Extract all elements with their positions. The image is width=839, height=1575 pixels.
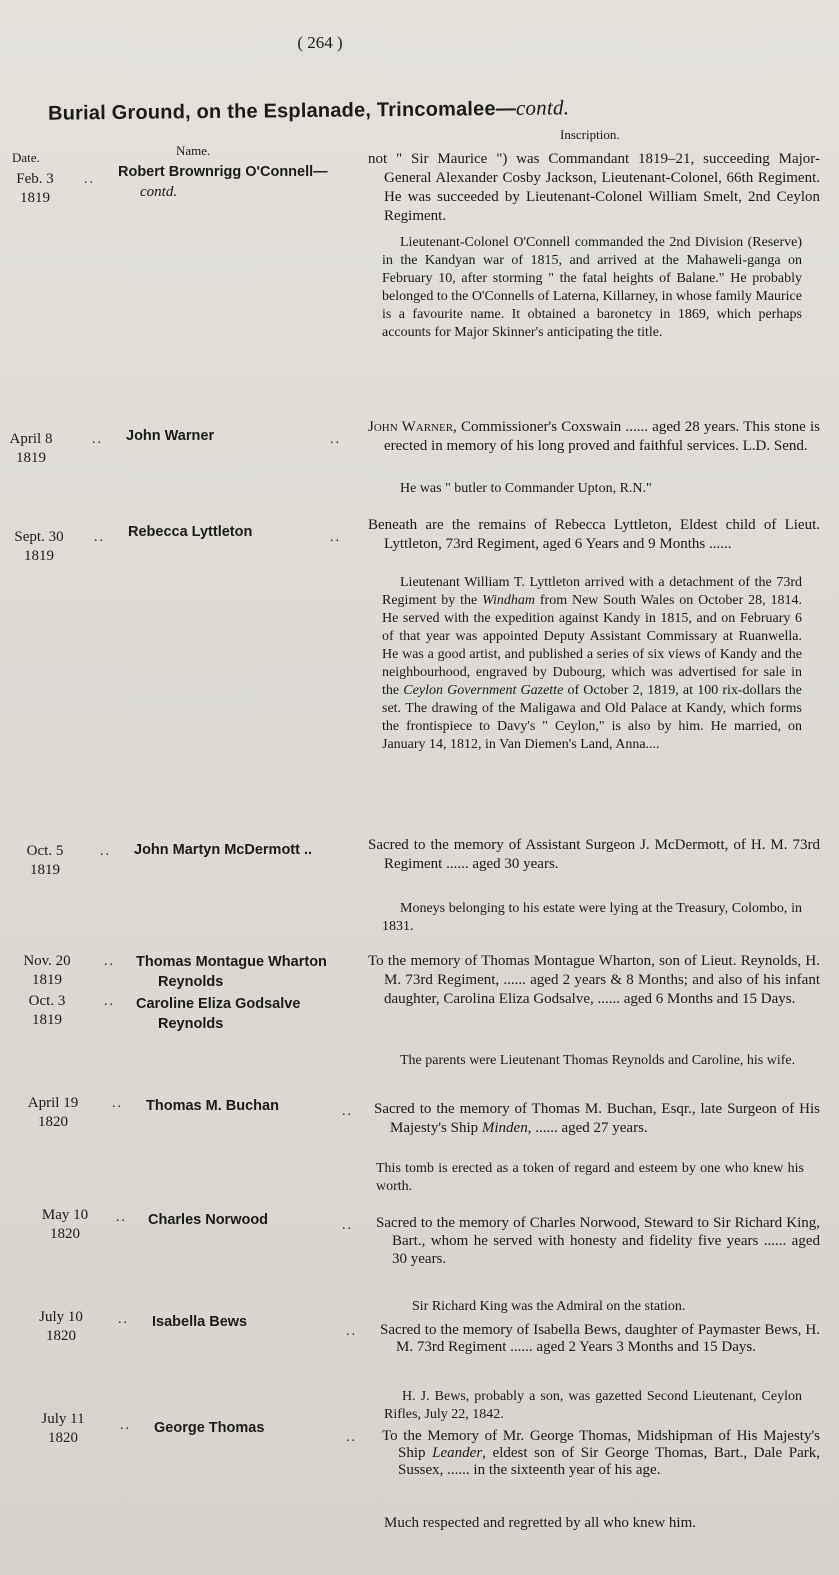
entry-date: April 8 1819 — [9, 431, 53, 466]
entry-note: Lieutenant-Colonel O'Connell commanded the 2nd Division (Reserve) in the Kandyan war of 1815, and arrived at the Mahaweli-ganga on February 10, after storming " the fatal heights of Balane." He probably belonged to the O'Connells of Laterna, Killarney, in whose family Maurice is a favourite name. It obtained a baronetcy in 1869, which perhaps accounts for Major Skinner's anticipating the title. — [382, 235, 802, 340]
ship-name: Windham — [482, 593, 536, 608]
column-head-name: Name. — [176, 143, 211, 158]
heading-contd: contd. — [515, 95, 570, 120]
entry-name: Thomas M. Buchan — [146, 1098, 279, 1114]
entry-date: July 10 1820 — [39, 1309, 83, 1344]
leader-dots: .. — [120, 1418, 131, 1433]
page-heading — [48, 95, 569, 125]
entry-note: This tomb is erected as a token of regard and esteem by one who knew his worth. — [376, 1161, 804, 1194]
leader-dots: .. — [342, 1218, 353, 1233]
leader-dots: .. — [118, 1312, 129, 1327]
entry-name: Charles Norwood — [148, 1212, 269, 1228]
entry-date: July 11 1820 — [41, 1411, 85, 1446]
entry-inscription: Sacred to the memory of Charles Norwood, Steward to Sir Richard King, Bart., whom he served with honesty and fidelity five years ...... aged 30 years. — [376, 1215, 820, 1267]
entry-inscription: Sacred to the memory of Isabella Bews, daughter of Paymaster Bews, H. M. 73rd Regiment ...... aged 2 Years 3 Months and 15 Days. — [380, 1322, 820, 1355]
entry-note: Moneys belonging to his estate were lying at the Treasury, Colombo, in 1831. — [382, 901, 802, 934]
leader-dots: .. — [100, 844, 111, 859]
entry-name: Isabella Bews — [152, 1314, 248, 1330]
entry-inscription: John Warner, Commissioner's Coxswain ...... aged 28 years. This stone is erected in memory of his long proved and faithful services. L.D. Send. — [368, 419, 820, 454]
leader-dots: .. — [330, 530, 341, 545]
entry-date: Oct. 5 1819 — [26, 843, 64, 878]
entry-date: May 10 1820 — [41, 1207, 89, 1242]
entry-inscription: not " Sir Maurice ") was Commandant 1819–21, succeeding Major-General Alexander Cosby Jackson, Lieutenant-Colonel, 66th Regiment. He was succeeded by Lieutenant-Colonel William Smelt, 2nd Ceylon Regiment. — [368, 151, 820, 224]
entry-name: John Warner — [126, 428, 215, 444]
leader-dots: .. — [112, 1096, 123, 1111]
entry-name-b: Caroline Eliza Godsalve Reynolds — [136, 996, 301, 1032]
entry-inscription: Beneath are the remains of Rebecca Lyttleton, Eldest child of Lieut. Lyttleton, 73rd Regiment, aged 6 Years and 9 Months ...... — [368, 517, 820, 552]
entry-date: Sept. 30 1819 — [14, 529, 64, 564]
entry-name: John Martyn McDermott .. — [134, 842, 313, 858]
leader-dots: .. — [104, 954, 115, 969]
leader-dots: .. — [330, 432, 341, 447]
entry-note: The parents were Lieutenant Thomas Reynolds and Caroline, his wife. — [400, 1053, 796, 1068]
leader-dots: .. — [346, 1430, 357, 1445]
entry-name: Rebecca Lyttleton — [128, 524, 253, 540]
entry-date: Feb. 3 1819 — [16, 171, 54, 206]
heading-main: Burial Ground, on the Esplanade, Trincomalee— — [47, 97, 517, 125]
entry-note: Much respected and regretted by all who knew him. — [384, 1515, 696, 1531]
ship-name: Leander — [432, 1445, 483, 1461]
entry-note: Lieutenant William T. Lyttleton arrived with a detachment of the 73rd Regiment by the Windham from New South Wales on October 28, 1814. He served with the expedition against Kandy in 1815, and on February 6 of that year was appointed Deputy Assistant Commissary at Ruanwella. He was a good artist, and published a series of six views of Kandy and the neighbourhood, engraved by Dubourg, which was advertised for sale in the Ceylon Government Gazette of October 2, 1819, at 100 rix-dollars the set. The drawing of the Maligawa and Old Palace at Kandy, which forms the frontispiece to Davy's " Ceylon," is also by him. He married, on January 14, 1812, in Van Diemen's Land, Anna.... — [382, 575, 803, 752]
entry-note: Sir Richard King was the Admiral on the station. — [412, 1299, 686, 1314]
ship-name: Minden — [481, 1120, 528, 1136]
leader-dots: .. — [94, 530, 105, 545]
entry-inscription: To the Memory of Mr. George Thomas, Midshipman of His Majesty's Ship Leander, eldest son of Sir George Thomas, Bart., Dale Park, Sussex, ...... in the sixteenth year of his age. — [382, 1428, 821, 1478]
entry-name: Thomas Montague Wharton Reynolds — [136, 954, 327, 990]
entry-date-b: Oct. 3 1819 — [28, 993, 66, 1028]
column-head-date: Date. — [12, 150, 40, 165]
leader-dots: .. — [346, 1324, 357, 1339]
entry-name: Robert Brownrigg O'Connell— contd. — [118, 164, 328, 200]
page-number: ( 264 ) — [297, 33, 343, 52]
entry-name: George Thomas — [154, 1420, 265, 1436]
entry-note: H. J. Bews, probably a son, was gazetted Second Lieutenant, Ceylon Rifles, July 22, 1842. — [384, 1389, 802, 1422]
gazette-name: Ceylon Government Gazette — [403, 683, 564, 698]
entry-inscription: Sacred to the memory of Assistant Surgeon J. McDermott, of H. M. 73rd Regiment ...... aged 30 years. — [368, 837, 820, 872]
entry-inscription: Sacred to the memory of Thomas M. Buchan, Esqr., late Surgeon of His Majesty's Ship Minden, ...... aged 27 years. — [374, 1101, 820, 1136]
entry-note: He was " butler to Commander Upton, R.N." — [400, 481, 652, 496]
column-head-inscription: Inscription. — [560, 127, 620, 142]
leader-dots: .. — [342, 1104, 353, 1119]
entry-date: April 19 1820 — [27, 1095, 79, 1130]
leader-dots: .. — [116, 1210, 127, 1225]
leader-dots: .. — [92, 432, 103, 447]
entry-inscription: To the memory of Thomas Montague Wharton, son of Lieut. Reynolds, H. M. 73rd Regiment, ...... aged 2 years & 8 Months; and also of his infant daughter, Carolina Eliza Godsalve, ...... aged 6 Months and 15 Days. — [368, 953, 820, 1007]
leader-dots: .. — [104, 994, 115, 1009]
entry-date: Nov. 20 1819 — [23, 953, 71, 988]
leader-dots: .. — [84, 172, 95, 187]
